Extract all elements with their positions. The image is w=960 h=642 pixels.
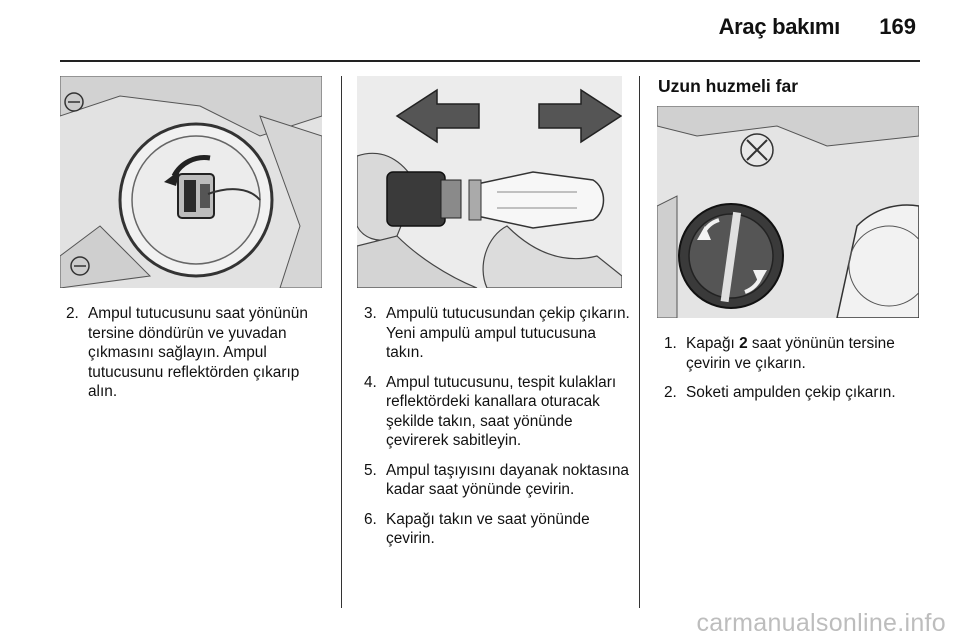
steps-list-col1 [62, 304, 324, 412]
step-text: Kapağı takın ve saat yönünde çevirin. [386, 510, 590, 547]
list-item [360, 373, 630, 451]
figure-high-beam-cover [657, 106, 919, 318]
column-divider-2 [639, 76, 640, 608]
step-number: 2. [664, 384, 677, 401]
list-item [360, 510, 630, 549]
list-item [62, 304, 324, 402]
section-title: Uzun huzmeli far [658, 76, 799, 96]
step-text: Soketi ampulden çekip çıkarın. [686, 384, 896, 401]
list-item [660, 334, 922, 373]
figure-bulb-removal [357, 76, 622, 288]
step-number: 6. [364, 510, 377, 528]
step-number: 5. [364, 461, 377, 479]
step-number: 4. [364, 373, 377, 391]
header-rule [60, 60, 920, 62]
step-text-pre: Kapağı [686, 335, 740, 352]
step-text: Ampul taşıyısını dayanak noktasına kadar saat yönünde çevirin. [386, 461, 629, 498]
step-number: 3. [364, 305, 377, 322]
step-text-post: saat yönünün tersine çevirin ve çıkarın. [686, 335, 895, 372]
column-divider-1 [341, 76, 342, 608]
step-number: 1. [664, 335, 677, 352]
steps-list-col2 [360, 304, 630, 559]
figure-bulb-holder-rotate [60, 76, 322, 288]
step-text: Ampul tutucusunu saat yönünün tersine döndürün ve yuvadan çıkmasını sağlayın. Ampul tutucusunu reflektörden çıkarıp alın. [88, 305, 308, 400]
list-item [360, 461, 630, 500]
step-number: 2. [66, 305, 79, 322]
list-item [660, 383, 922, 403]
page-header-title: Araç bakımı [718, 14, 840, 39]
step-text-bold: 2 [739, 335, 748, 352]
step-text: Ampulü tutucusundan çekip çıkarın. Yeni ampulü ampul tutucusuna takın. [386, 305, 630, 361]
step-text: Ampul tutucusunu, tespit kulakları reflektördeki kanallara oturacak şekilde takın, saat yönünde çevirerek sabitleyin. [386, 373, 617, 449]
list-item [360, 304, 630, 363]
watermark: carmanualsonline.info [696, 609, 946, 637]
steps-list-col3 [660, 334, 922, 413]
page-number: 169 [879, 14, 916, 39]
